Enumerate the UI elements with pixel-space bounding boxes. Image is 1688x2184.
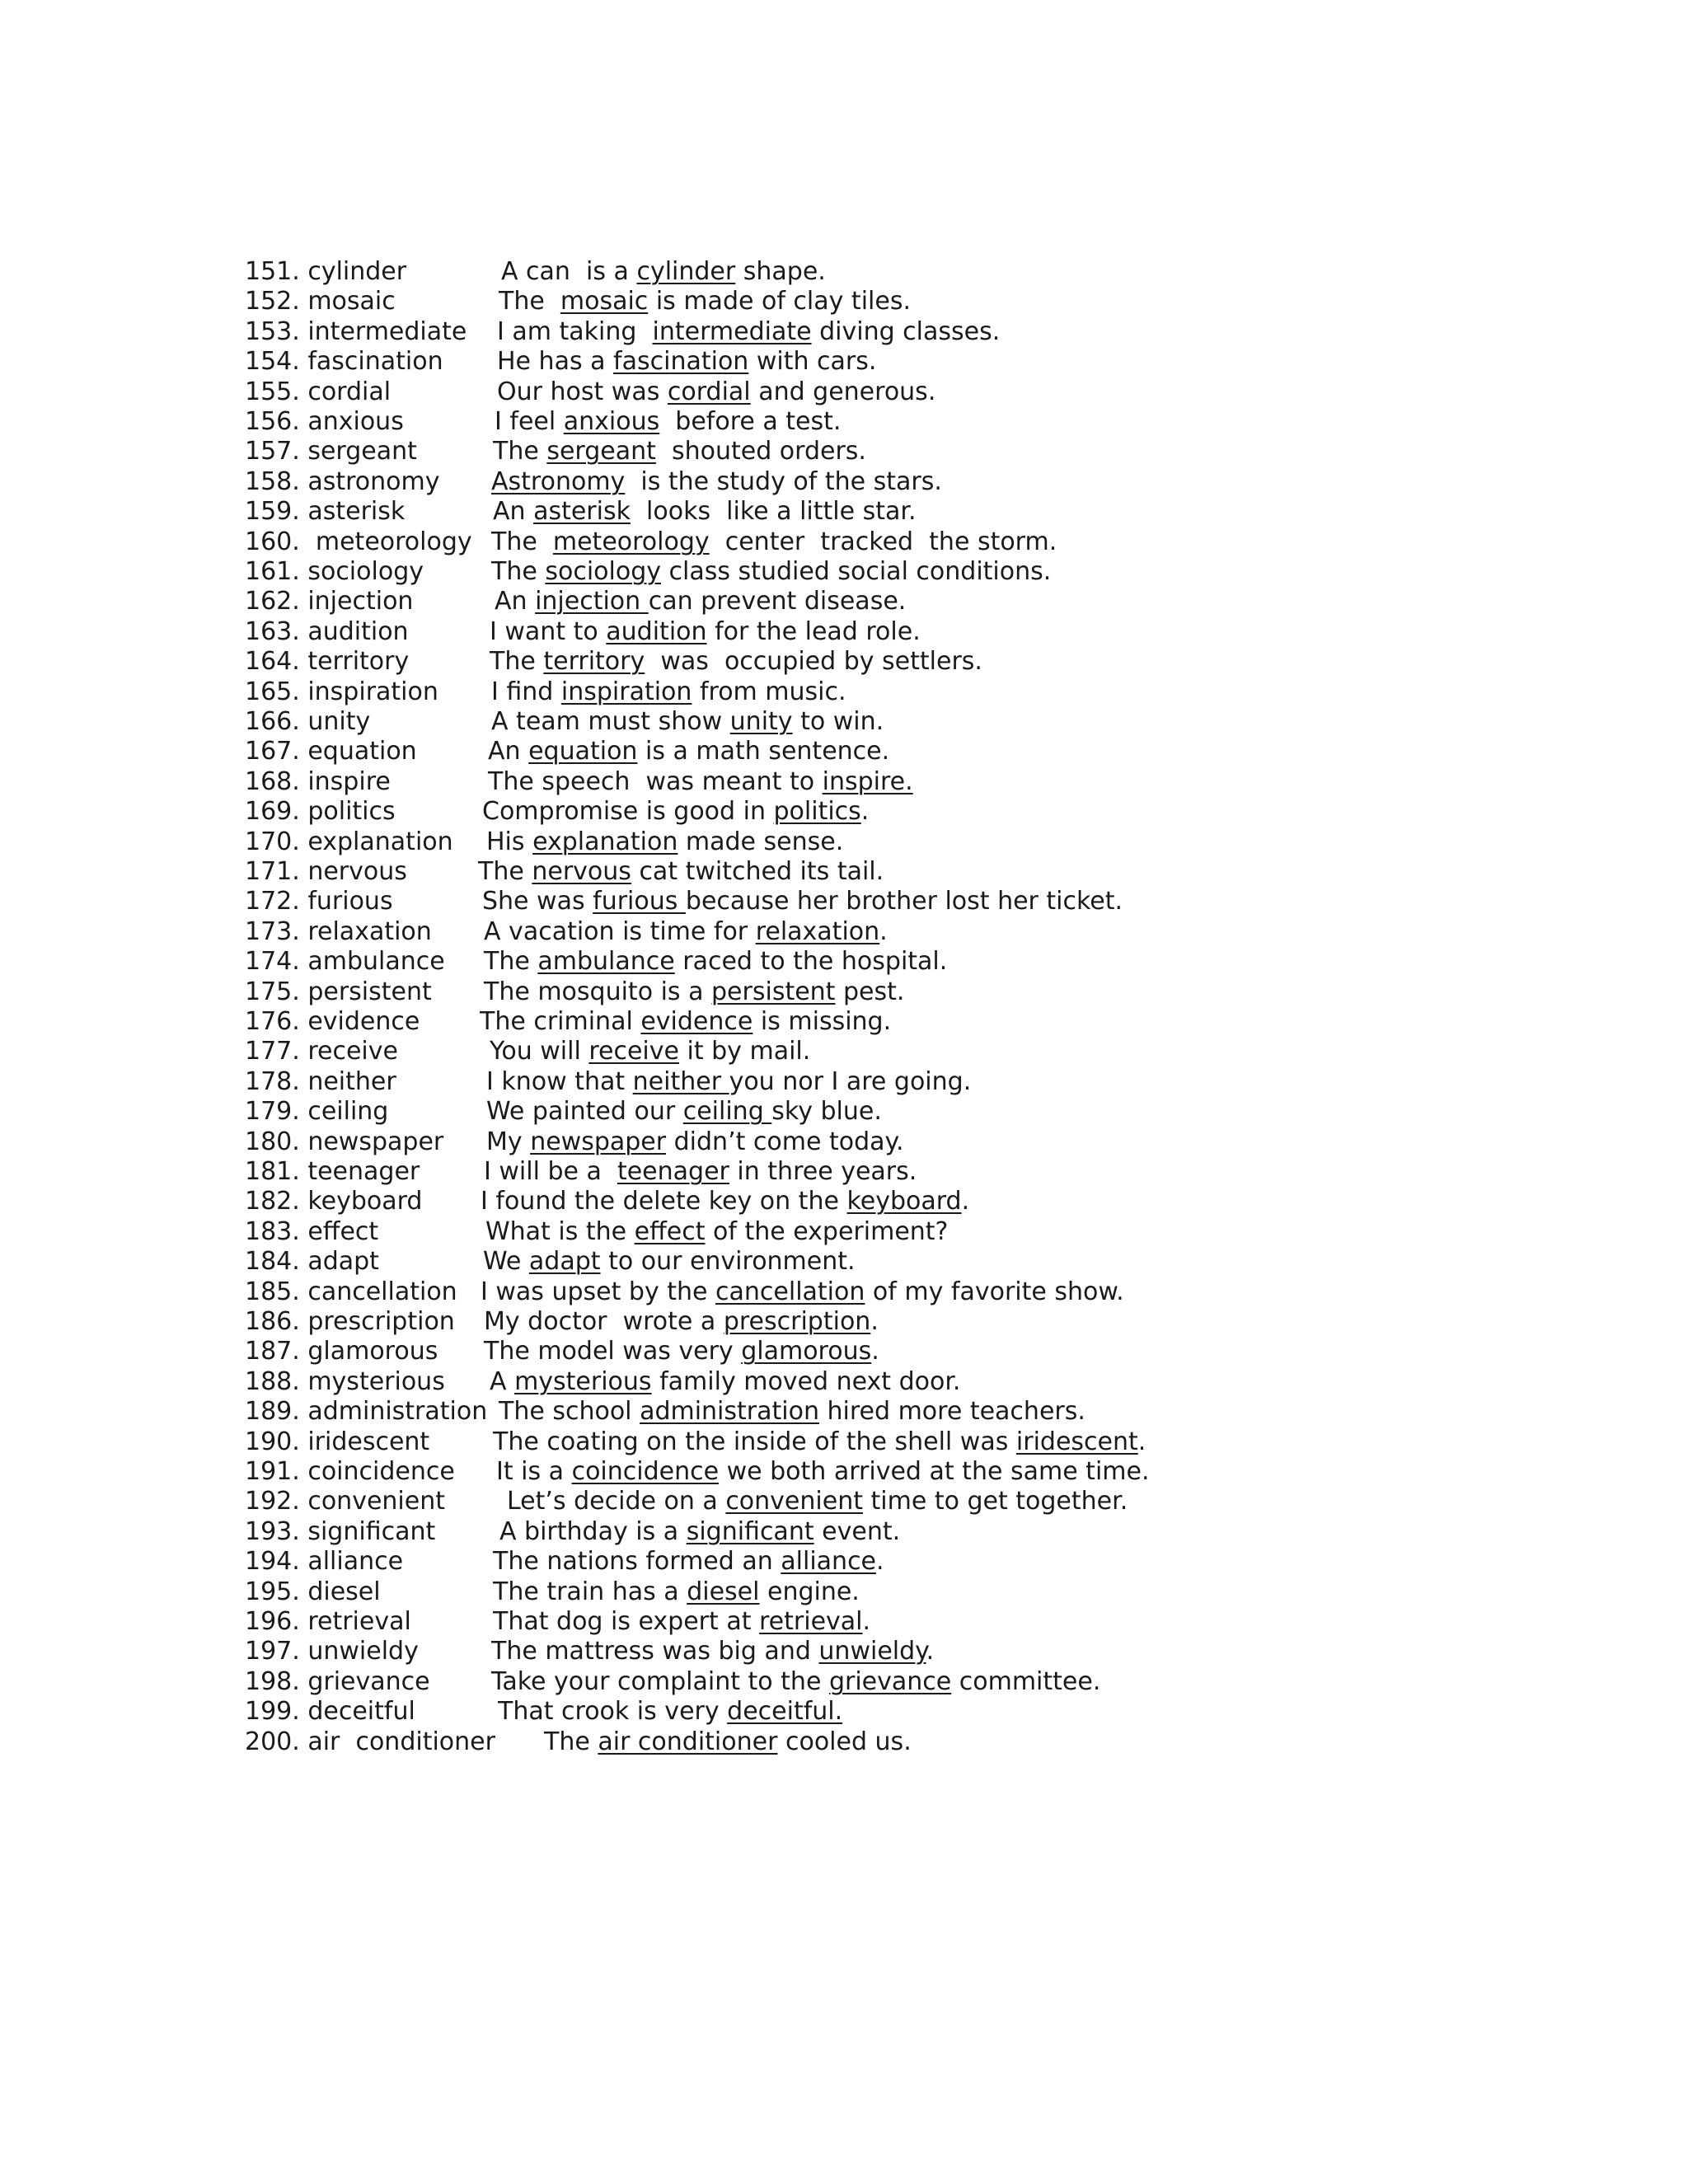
underlined-vocab-word: grievance xyxy=(828,1667,952,1696)
underlined-vocab-word: inspiration xyxy=(560,677,692,706)
sentence-text: is a math sentence. xyxy=(637,737,890,766)
sentence-text: It is a xyxy=(496,1457,572,1486)
sentence-text: class studied social conditions. xyxy=(661,557,1052,586)
vocab-word: 164. territory xyxy=(245,647,410,676)
vocab-word: 168. inspire xyxy=(245,767,391,796)
sentence-text: . xyxy=(860,797,870,826)
underlined-vocab-word: diesel xyxy=(687,1577,760,1606)
sentence-text: I find xyxy=(491,677,561,706)
vocab-word: 176. evidence xyxy=(245,1007,420,1036)
underlined-vocab-word: asterisk xyxy=(533,497,631,526)
vocab-word: 197. unwieldy xyxy=(245,1637,419,1666)
underlined-vocab-word: cancellation xyxy=(715,1277,865,1306)
sentence-text: you nor I are going. xyxy=(729,1067,972,1096)
sentence-text: The xyxy=(493,437,547,466)
example-sentence xyxy=(498,1697,842,1727)
sentence-text: can prevent disease. xyxy=(648,587,907,616)
sentence-text: He has a xyxy=(497,347,614,376)
underlined-vocab-word: adapt xyxy=(528,1247,601,1276)
underlined-vocab-word: administration xyxy=(640,1397,819,1426)
underlined-vocab-word: receive xyxy=(588,1037,679,1066)
sentence-text: A vacation is time for xyxy=(484,917,756,946)
sentence-text: didn’t come today. xyxy=(666,1127,904,1156)
vocab-word: 154. fascination xyxy=(245,347,443,376)
sentence-text: to our environment. xyxy=(600,1247,856,1276)
underlined-vocab-word: ambulance xyxy=(537,947,675,976)
vocab-word: 152. mosaic xyxy=(245,287,396,316)
sentence-text: cooled us. xyxy=(777,1727,912,1756)
underlined-vocab-word: relaxation xyxy=(755,917,880,946)
example-sentence xyxy=(493,497,916,527)
sentence-text: An xyxy=(488,737,529,766)
vocab-word: 194. alliance xyxy=(245,1547,404,1576)
vocab-word: 153. intermediate xyxy=(245,317,467,346)
sentence-text: sky blue. xyxy=(771,1097,882,1126)
sentence-text: engine. xyxy=(759,1577,860,1606)
sentence-text: The mattress was big and xyxy=(491,1637,819,1666)
underlined-vocab-word: deceitful. xyxy=(727,1697,843,1726)
vocab-word: 184. adapt xyxy=(245,1247,379,1276)
sentence-text: An xyxy=(495,587,536,616)
vocab-word: 195. diesel xyxy=(245,1577,381,1606)
sentence-text: The xyxy=(491,557,546,586)
example-sentence xyxy=(490,647,982,677)
underlined-vocab-word: inspire. xyxy=(822,767,913,796)
sentence-text: we both arrived at the same time. xyxy=(719,1457,1150,1486)
sentence-text: We painted our xyxy=(486,1097,683,1126)
sentence-text: An xyxy=(493,497,534,526)
sentence-text: My doctor wrote a xyxy=(484,1307,724,1336)
sentence-text: A xyxy=(490,1367,515,1396)
vocab-word: 167. equation xyxy=(245,737,417,766)
vocab-word: 160. meteorology xyxy=(245,527,472,556)
example-sentence xyxy=(507,1487,1128,1516)
example-sentence xyxy=(481,1277,1124,1307)
example-sentence xyxy=(491,1637,934,1666)
example-sentence xyxy=(484,917,888,947)
sentence-text: I want to xyxy=(490,617,607,646)
vocab-word: 178. neither xyxy=(245,1067,396,1096)
example-sentence xyxy=(493,1547,884,1577)
vocab-word: 174. ambulance xyxy=(245,947,445,976)
sentence-text: What is the xyxy=(485,1217,635,1246)
example-sentence xyxy=(495,587,906,616)
underlined-vocab-word: nervous xyxy=(532,857,631,886)
sentence-text: pest. xyxy=(835,977,905,1006)
example-sentence xyxy=(497,377,935,407)
vocab-word: 169. politics xyxy=(245,797,396,826)
vocab-word: 189. administration xyxy=(245,1397,488,1426)
vocab-word: 188. mysterious xyxy=(245,1367,445,1396)
vocab-word: 198. grievance xyxy=(245,1667,430,1696)
sentence-text: My xyxy=(486,1127,531,1156)
vocab-word: 182. keyboard xyxy=(245,1187,423,1216)
sentence-text: I will be a xyxy=(484,1157,617,1186)
sentence-text: I feel xyxy=(495,407,564,436)
sentence-text: The coating on the inside of the shell was xyxy=(493,1427,1016,1456)
vocab-word: 179. ceiling xyxy=(245,1097,389,1126)
sentence-text: . xyxy=(870,1307,879,1336)
sentence-text: committee. xyxy=(951,1667,1101,1696)
sentence-text: The xyxy=(478,857,532,886)
sentence-text: hired more teachers. xyxy=(818,1397,1085,1426)
sentence-text: The xyxy=(544,1727,598,1756)
example-sentence xyxy=(481,1187,969,1216)
sentence-text: I am taking xyxy=(497,317,653,346)
sentence-text: because her brother lost her ticket. xyxy=(685,887,1123,916)
vocab-word: 180. newspaper xyxy=(245,1127,444,1156)
underlined-vocab-word: furious xyxy=(593,887,686,916)
underlined-vocab-word: significant xyxy=(686,1517,814,1546)
underlined-vocab-word: prescription xyxy=(723,1307,871,1336)
sentence-text: Compromise is good in xyxy=(482,797,774,826)
underlined-vocab-word: audition xyxy=(606,617,707,646)
sentence-text: center tracked the storm. xyxy=(709,527,1057,556)
vocab-word: 177. receive xyxy=(245,1037,398,1066)
underlined-vocab-word: cylinder xyxy=(636,257,736,286)
vocab-word: 157. sergeant xyxy=(245,437,417,466)
example-sentence xyxy=(499,1397,1085,1427)
underlined-vocab-word: unity xyxy=(729,707,793,736)
example-sentence xyxy=(497,317,1000,347)
underlined-vocab-word: neither xyxy=(632,1067,729,1096)
sentence-text: diving classes. xyxy=(811,317,1001,346)
underlined-vocab-word: explanation xyxy=(532,827,678,856)
sentence-text: raced to the hospital. xyxy=(674,947,948,976)
vocab-word: 159. asterisk xyxy=(245,497,406,526)
sentence-text: of the experiment? xyxy=(705,1217,949,1246)
sentence-text: it by mail. xyxy=(678,1037,811,1066)
vocab-word: 183. effect xyxy=(245,1217,379,1246)
underlined-vocab-word: newspaper xyxy=(530,1127,667,1156)
sentence-text: shouted orders. xyxy=(655,437,866,466)
example-sentence xyxy=(499,1517,900,1547)
example-sentence xyxy=(485,1217,948,1247)
example-sentence xyxy=(493,1427,1146,1457)
vocab-word: 173. relaxation xyxy=(245,917,432,946)
vocab-word: 187. glamorous xyxy=(245,1337,438,1366)
example-sentence xyxy=(483,1247,856,1277)
vocab-word: 191. coincidence xyxy=(245,1457,455,1486)
example-sentence xyxy=(491,467,942,497)
underlined-vocab-word: keyboard xyxy=(846,1187,962,1216)
vocab-word: 175. persistent xyxy=(245,977,432,1006)
example-sentence xyxy=(484,977,904,1007)
sentence-text: I know that xyxy=(486,1067,633,1096)
underlined-vocab-word: coincidence xyxy=(571,1457,720,1486)
underlined-vocab-word: equation xyxy=(528,737,638,766)
sentence-text: is missing. xyxy=(753,1007,892,1036)
example-sentence xyxy=(491,707,884,737)
vocab-word: 193. significant xyxy=(245,1517,436,1546)
example-sentence xyxy=(499,287,911,316)
underlined-vocab-word: teenager xyxy=(617,1157,729,1186)
sentence-text: for the lead role. xyxy=(706,617,921,646)
underlined-vocab-word: iridescent xyxy=(1015,1427,1138,1456)
vocab-word: 156. anxious xyxy=(245,407,404,436)
underlined-vocab-word: Astronomy xyxy=(491,467,626,496)
sentence-text: . xyxy=(961,1187,970,1216)
sentence-text: . xyxy=(871,1337,879,1366)
example-sentence xyxy=(491,1667,1100,1697)
sentence-text: event. xyxy=(814,1517,901,1546)
sentence-text: That crook is very xyxy=(498,1697,728,1726)
sentence-text: looks like a little star. xyxy=(630,497,917,526)
vocab-word: 200. air conditioner xyxy=(245,1727,495,1756)
sentence-text: in three years. xyxy=(729,1157,917,1186)
example-sentence xyxy=(478,857,884,887)
sentence-text: with cars. xyxy=(748,347,877,376)
vocab-word: 162. injection xyxy=(245,587,414,616)
example-sentence xyxy=(493,1577,860,1607)
underlined-vocab-word: anxious xyxy=(563,407,660,436)
example-sentence xyxy=(484,1307,879,1337)
example-sentence xyxy=(490,617,921,647)
vocab-word: 196. retrieval xyxy=(245,1607,411,1636)
sentence-text: . xyxy=(926,1637,935,1666)
vocab-word: 171. nervous xyxy=(245,857,407,886)
example-sentence xyxy=(491,527,1057,557)
sentence-text: I was upset by the xyxy=(481,1277,716,1306)
example-sentence xyxy=(486,1067,971,1097)
sentence-text: You will xyxy=(490,1037,589,1066)
sentence-text: The model was very xyxy=(484,1337,742,1366)
example-sentence xyxy=(491,677,846,707)
sentence-text: . xyxy=(1137,1427,1146,1456)
sentence-text: We xyxy=(483,1247,529,1276)
example-sentence xyxy=(484,947,947,977)
vocab-word: 190. iridescent xyxy=(245,1427,430,1456)
sentence-text: of my favorite show. xyxy=(865,1277,1124,1306)
vocab-word: 170. explanation xyxy=(245,827,453,856)
example-sentence xyxy=(501,257,826,287)
vocab-word: 185. cancellation xyxy=(245,1277,457,1306)
sentence-text: Take your complaint to the xyxy=(491,1667,829,1696)
sentence-text: is made of clay tiles. xyxy=(648,287,911,316)
example-sentence xyxy=(495,407,841,437)
example-sentence xyxy=(493,1607,870,1637)
sentence-text: . xyxy=(862,1607,871,1636)
sentence-text: The xyxy=(484,947,538,976)
vocab-word: 186. prescription xyxy=(245,1307,455,1336)
sentence-text: A team must show xyxy=(491,707,730,736)
sentence-text: was occupied by settlers. xyxy=(645,647,982,676)
underlined-vocab-word: meteorology xyxy=(552,527,710,556)
sentence-text: She was xyxy=(482,887,593,916)
underlined-vocab-word: politics xyxy=(773,797,861,826)
sentence-text: The xyxy=(490,647,544,676)
sentence-text: before a test. xyxy=(659,407,842,436)
sentence-text: cat twitched its tail. xyxy=(631,857,884,886)
sentence-text: His xyxy=(486,827,533,856)
sentence-text: . xyxy=(876,1547,884,1576)
vocab-word: 172. furious xyxy=(245,887,393,916)
vocab-word: 163. audition xyxy=(245,617,409,646)
sentence-text: That dog is expert at xyxy=(493,1607,759,1636)
sentence-text: shape. xyxy=(735,257,826,286)
sentence-text: The xyxy=(491,527,553,556)
example-sentence xyxy=(484,1337,879,1366)
underlined-vocab-word: unwieldy xyxy=(818,1637,926,1666)
sentence-text: A birthday is a xyxy=(499,1517,687,1546)
example-sentence xyxy=(490,1367,960,1397)
sentence-text: A can is a xyxy=(501,257,637,286)
underlined-vocab-word: ceiling xyxy=(682,1097,772,1126)
example-sentence xyxy=(544,1727,912,1757)
example-sentence xyxy=(486,827,843,857)
underlined-vocab-word: persistent xyxy=(711,977,836,1006)
sentence-text: The mosquito is a xyxy=(484,977,712,1006)
example-sentence xyxy=(497,347,876,377)
sentence-text: time to get together. xyxy=(862,1487,1128,1516)
example-sentence xyxy=(486,1127,904,1157)
vocab-word: 181. teenager xyxy=(245,1157,420,1186)
sentence-text: Our host was xyxy=(497,377,668,406)
example-sentence xyxy=(482,887,1123,916)
vocab-word: 192. convenient xyxy=(245,1487,445,1516)
underlined-vocab-word: sociology xyxy=(545,557,661,586)
underlined-vocab-word: territory xyxy=(543,647,645,676)
sentence-text: family moved next door. xyxy=(651,1367,961,1396)
sentence-text: The speech was meant to xyxy=(488,767,823,796)
sentence-text: I found the delete key on the xyxy=(481,1187,847,1216)
sentence-text: to win. xyxy=(792,707,884,736)
underlined-vocab-word: evidence xyxy=(640,1007,753,1036)
vocab-word: 158. astronomy xyxy=(245,467,440,496)
sentence-text: from music. xyxy=(692,677,846,706)
example-sentence xyxy=(482,797,869,827)
sentence-text: The school xyxy=(499,1397,640,1426)
sentence-text: . xyxy=(879,917,888,946)
underlined-vocab-word: cordial xyxy=(667,377,751,406)
underlined-vocab-word: alliance xyxy=(781,1547,877,1576)
sentence-text: and generous. xyxy=(750,377,936,406)
sentence-text: The xyxy=(499,287,560,316)
example-sentence xyxy=(486,1097,882,1127)
example-sentence xyxy=(480,1007,891,1037)
vocab-word: 166. unity xyxy=(245,707,371,736)
sentence-text: is the study of the stars. xyxy=(625,467,942,496)
vocab-word: 151. cylinder xyxy=(245,257,407,286)
sentence-text: made sense. xyxy=(678,827,844,856)
vocab-word: 155. cordial xyxy=(245,377,392,406)
example-sentence xyxy=(488,767,913,797)
sentence-text: The nations formed an xyxy=(493,1547,781,1576)
underlined-vocab-word: retrieval xyxy=(759,1607,863,1636)
underlined-vocab-word: injection xyxy=(535,587,649,616)
sentence-text: Let’s decide on a xyxy=(507,1487,726,1516)
sentence-text: The criminal xyxy=(480,1007,641,1036)
underlined-vocab-word: mysterious xyxy=(514,1367,652,1396)
underlined-vocab-word: effect xyxy=(634,1217,706,1246)
underlined-vocab-word: glamorous xyxy=(741,1337,872,1366)
underlined-vocab-word: fascination xyxy=(613,347,749,376)
example-sentence xyxy=(491,557,1051,587)
vocab-word: 161. sociology xyxy=(245,557,424,586)
example-sentence xyxy=(484,1157,917,1187)
example-sentence xyxy=(496,1457,1150,1487)
underlined-vocab-word: sergeant xyxy=(546,437,656,466)
example-sentence xyxy=(488,737,889,766)
underlined-vocab-word: convenient xyxy=(725,1487,863,1516)
vocab-word: 199. deceitful xyxy=(245,1697,415,1726)
underlined-vocab-word: mosaic xyxy=(560,287,649,316)
vocab-word: 165. inspiration xyxy=(245,677,438,706)
underlined-vocab-word: intermediate xyxy=(652,317,812,346)
sentence-text: The train has a xyxy=(493,1577,687,1606)
example-sentence xyxy=(493,437,866,466)
underlined-vocab-word: air conditioner xyxy=(598,1727,778,1756)
example-sentence xyxy=(490,1037,810,1066)
